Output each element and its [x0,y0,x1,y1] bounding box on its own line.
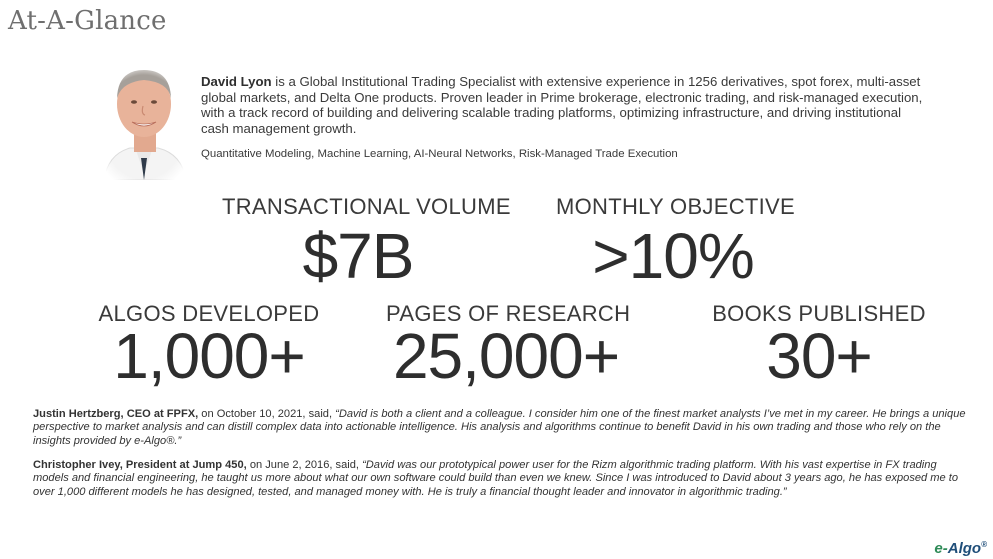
testimonial-2-author: Christopher Ivey, President at Jump 450, [33,459,247,471]
stat-value-books-published: 30+ [766,320,872,392]
bio-paragraph [201,74,931,136]
testimonial-2-quote: “David was our prototypical power user for the Rizm algorithmic trading platform. With his vast expertise in FX trading models and financial engineering, he taught us more about what our own software could build than even we knew. Since I was introduced to David about 3 years ago, he has exposed me to over 1,000 different models he has designed, tested, and managed money with. He is truly a financial thought leader and innovator in algorithmic trading.” [33,459,959,498]
skills-line: Quantitative Modeling, Machine Learning, AI-Neural Networks, Risk-Managed Trade Execution [201,148,678,160]
testimonial-1-meta: on October 10, 2021, said, [198,408,336,420]
testimonial-1-author: Justin Hertzberg, CEO at FPFX, [33,408,199,420]
testimonial-1 [33,408,968,448]
stat-label-books-published: BOOKS PUBLISHED [712,301,926,326]
stat-label-pages-of-research: PAGES OF RESEARCH [386,301,631,326]
bio-text: is a Global Institutional Trading Specialist with extensive experience in 1256 derivatives, spot forex, multi-asset global markets, and Delta One products. Proven leader in Prime brokerage, electronic trading, and risk-managed execution, with a track record of building and delivering scalable trading platforms, optimizing infrastructure, and driving institutional cash management growth. [201,74,923,136]
testimonial-2-meta: on June 2, 2016, said, [246,459,363,471]
testimonial-1-quote: “David is both a client and a colleague. I consider him one of the finest market analysts I’ve met in my career. He brings a unique perspective to market analysis and can distill complex data into actionable intelligence. His analysis and algorithms continue to benefit David in his own trading and those who rely on the insights provided by e-Algo®.” [33,408,966,447]
stat-label-monthly-objective: MONTHLY OBJECTIVE [556,194,795,219]
testimonial-2 [33,459,968,499]
bio-name: David Lyon [201,74,272,89]
stat-value-transactional-volume: $7B [302,220,414,292]
page-title: At-A-Glance [8,6,167,36]
stat-label-transactional-volume: TRANSACTIONAL VOLUME [222,194,511,219]
portrait-photo [96,62,192,180]
logo-prefix: e- [934,540,948,557]
logo-mark: ® [981,540,987,549]
stat-value-monthly-objective: >10% [592,220,754,292]
e-algo-logo [934,540,987,557]
stat-label-algos-developed: ALGOS DEVELOPED [98,301,320,326]
stat-value-pages-of-research: 25,000+ [392,320,620,392]
stat-value-algos-developed: 1,000+ [113,320,305,392]
logo-name: Algo [947,540,982,557]
